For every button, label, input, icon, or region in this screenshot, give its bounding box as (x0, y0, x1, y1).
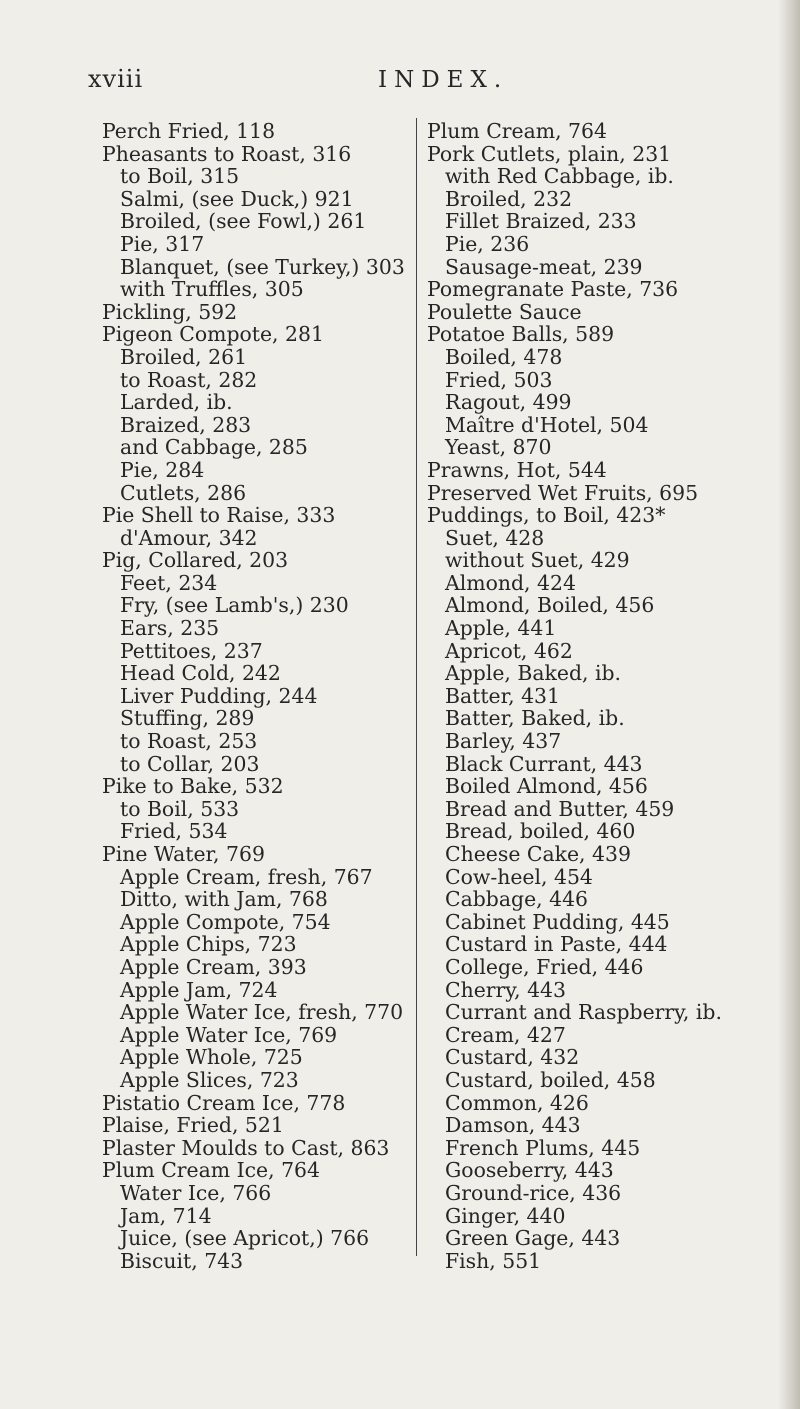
index-subentry: Pettitoes, 237 (120, 638, 263, 663)
index-subentry: Apple, 441 (445, 616, 557, 641)
index-subentry: Apple Compote, 754 (120, 909, 331, 934)
index-subentry: Liver Pudding, 244 (120, 683, 318, 708)
index-subentry: to Boil, 533 (120, 796, 240, 821)
index-subentry: Damson, 443 (445, 1113, 581, 1138)
index-subentry: Gooseberry, 443 (445, 1158, 614, 1183)
index-subentry: Apple, Baked, ib. (445, 661, 622, 686)
index-subentry: Bread, boiled, 460 (445, 819, 636, 844)
index-subentry: to Collar, 203 (120, 751, 260, 776)
index-subentry: Apple Slices, 723 (120, 1067, 299, 1092)
index-subentry: Custard, boiled, 458 (445, 1067, 656, 1092)
index-subentry: Apple Water Ice, 769 (120, 1022, 338, 1047)
index-subentry: Black Currant, 443 (445, 751, 643, 776)
index-subentry: to Boil, 315 (120, 164, 240, 189)
index-subentry: Cutlets, 286 (120, 480, 247, 505)
index-subentry: Apple Cream, 393 (120, 954, 307, 979)
index-entry: Pomegranate Paste, 736 (427, 277, 679, 302)
index-subentry: Yeast, 870 (445, 435, 552, 460)
index-column-right (427, 120, 722, 1272)
index-subentry: Cheese Cake, 439 (445, 842, 631, 866)
index-subentry: and Cabbage, 285 (120, 435, 308, 460)
page-number: xviii (88, 65, 144, 93)
index-subentry: Ragout, 499 (445, 390, 572, 415)
index-entry: Prawns, Hot, 544 (427, 457, 607, 482)
index-subentry: Batter, Baked, ib. (445, 706, 625, 731)
index-entry: Plum Cream Ice, 764 (102, 1158, 321, 1183)
index-subentry: Apple Jam, 724 (120, 977, 278, 1002)
index-subentry: Almond, 424 (445, 570, 576, 595)
index-subentry: Pie, 236 (445, 231, 530, 256)
index-subentry: Cream, 427 (445, 1022, 566, 1047)
index-subentry: Currant and Raspberry, ib. (445, 1000, 722, 1025)
index-entry: Pickling, 592 (102, 299, 238, 324)
index-entry: Plaster Moulds to Cast, 863 (102, 1135, 390, 1160)
index-subentry: Bread and Butter, 459 (445, 796, 675, 821)
index-entry: Pike to Bake, 532 (102, 774, 284, 799)
index-subentry: Fillet Braized, 233 (445, 209, 637, 234)
index-entry: Pig, Collared, 203 (102, 548, 289, 573)
index-subentry: Boiled, 478 (445, 344, 563, 369)
index-entry: Perch Fried, 118 (102, 119, 276, 143)
index-subentry: Maître d'Hotel, 504 (445, 412, 649, 437)
index-subentry: Ditto, with Jam, 768 (120, 887, 328, 912)
index-entry: Pistatio Cream Ice, 778 (102, 1090, 346, 1115)
index-entry: Puddings, to Boil, 423* (427, 503, 666, 528)
index-subentry: Suet, 428 (445, 525, 545, 550)
index-subentry: Broiled, 261 (120, 344, 248, 369)
index-subentry: Sausage-meat, 239 (445, 254, 643, 279)
index-subentry: Ginger, 440 (445, 1203, 566, 1228)
index-subentry: Biscuit, 743 (120, 1248, 244, 1273)
page-edge-shadow (778, 0, 800, 1409)
index-subentry: with Red Cabbage, ib. (445, 164, 674, 189)
index-entry: Preserved Wet Fruits, 695 (427, 480, 699, 505)
index-subentry: Salmi, (see Duck,) 921 (120, 186, 354, 211)
running-head: INDEX. (378, 67, 509, 93)
index-subentry: Fried, 503 (445, 367, 553, 392)
index-subentry: Custard, 432 (445, 1045, 580, 1070)
index-subentry: Apple Chips, 723 (120, 932, 297, 957)
index-subentry: Cabinet Pudding, 445 (445, 909, 670, 934)
index-subentry: Barley, 437 (445, 729, 562, 754)
index-subentry: Cherry, 443 (445, 977, 566, 1002)
index-subentry: Apple Cream, fresh, 767 (120, 864, 373, 889)
index-subentry: Blanquet, (see Turkey,) 303 (120, 254, 405, 279)
index-subentry: Common, 426 (445, 1090, 589, 1115)
index-subentry: Jam, 714 (120, 1203, 212, 1228)
index-entry: Plaise, Fried, 521 (102, 1113, 284, 1138)
index-subentry: Pie, 317 (120, 231, 205, 256)
index-subentry: Fry, (see Lamb's,) 230 (120, 593, 349, 618)
index-subentry: without Suet, 429 (445, 548, 630, 573)
column-divider (416, 118, 417, 1256)
index-subentry: Custard in Paste, 444 (445, 932, 668, 957)
index-subentry: Fish, 551 (445, 1248, 542, 1273)
index-subentry: Broiled, 232 (445, 186, 573, 211)
index-subentry: to Roast, 282 (120, 367, 258, 392)
index-column-left (102, 120, 405, 1272)
index-entry: Pheasants to Roast, 316 (102, 141, 352, 166)
index-entry: Potatoe Balls, 589 (427, 322, 615, 347)
index-subentry: with Truffles, 305 (120, 277, 304, 302)
index-subentry: Ground-rice, 436 (445, 1180, 622, 1205)
index-subentry: Green Gage, 443 (445, 1226, 621, 1251)
index-subentry: Apricot, 462 (445, 638, 573, 663)
index-subentry: Boiled Almond, 456 (445, 774, 648, 799)
index-entry: Plum Cream, 764 (427, 119, 607, 143)
index-subentry: to Roast, 253 (120, 729, 258, 754)
index-subentry: Feet, 234 (120, 570, 218, 595)
index-entry: Pork Cutlets, plain, 231 (427, 141, 672, 166)
index-entry: Pine Water, 769 (102, 842, 265, 866)
index-subentry: Water Ice, 766 (120, 1180, 272, 1205)
index-entry: Poulette Sauce (427, 299, 582, 324)
index-subentry: Larded, ib. (120, 390, 233, 415)
index-subentry: Fried, 534 (120, 819, 228, 844)
index-subentry: Braized, 283 (120, 412, 252, 437)
index-subentry: Cow-heel, 454 (445, 864, 593, 889)
index-subentry: Apple Whole, 725 (120, 1045, 303, 1070)
index-subentry: Cabbage, 446 (445, 887, 589, 912)
index-subentry: Juice, (see Apricot,) 766 (120, 1226, 370, 1251)
index-subentry: Broiled, (see Fowl,) 261 (120, 209, 367, 234)
index-entry: Pigeon Compote, 281 (102, 322, 324, 347)
index-subentry: Almond, Boiled, 456 (445, 593, 655, 618)
index-subentry: Pie, 284 (120, 457, 205, 482)
index-subentry: French Plums, 445 (445, 1135, 641, 1160)
index-subentry: Batter, 431 (445, 683, 560, 708)
index-entry: Pie Shell to Raise, 333 (102, 503, 336, 528)
index-subentry: Apple Water Ice, fresh, 770 (120, 1000, 404, 1025)
index-subentry: Head Cold, 242 (120, 661, 281, 686)
index-subentry: Ears, 235 (120, 616, 220, 641)
index-subentry: Stuffing, 289 (120, 706, 255, 731)
index-subentry: d'Amour, 342 (120, 525, 258, 550)
index-subentry: College, Fried, 446 (445, 954, 644, 979)
